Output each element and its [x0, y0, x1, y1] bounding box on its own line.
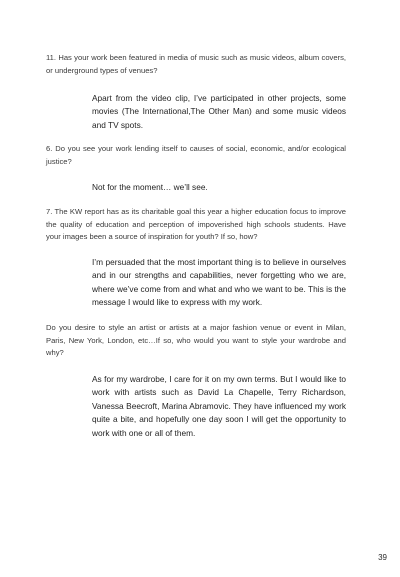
question-7: 7. The KW report has as its charitable goal this year a higher education focus to improve the quality of education and perception of impoverished high schools students. Have your images been a source of inspiration for youth? If so, how? [46, 207, 346, 242]
question-11: 11. Has your work been featured in media of music such as music videos, album covers, or underground types of venues? [46, 53, 346, 75]
page-number: 39 [378, 553, 387, 562]
answer-11: Apart from the video clip, I’ve participated in other projects, some movies (The International,The Other Man) and some music videos and TV spots. [92, 93, 346, 130]
answer-wardrobe: As for my wardrobe, I care for it on my own terms. But I would like to work with artists such as David La Chapelle, Terry Richardson, Vanessa Beecroft, Marina Abramovic. They have influenced my work quite a bite, and hopefully one day soon I will get the opportunity to work with one or all of them. [92, 374, 346, 438]
answer-7: I’m persuaded that the most important thing is to believe in ourselves and in our strengths and capabilities, never forgetting who we are, where we’ve come from and what and who we want to be. This is the message I would like to express with my work. [92, 257, 346, 308]
question-wardrobe: Do you desire to style an artist or artists at a major fashion venue or event in Milan, Paris, New York, London, etc…If so, who would you want to style your wardrobe and why? [46, 323, 346, 358]
answer-6: Not for the moment… we’ll see. [92, 182, 208, 192]
question-6: 6. Do you see your work lending itself to causes of social, economic, and/or ecological justice? [46, 144, 346, 166]
